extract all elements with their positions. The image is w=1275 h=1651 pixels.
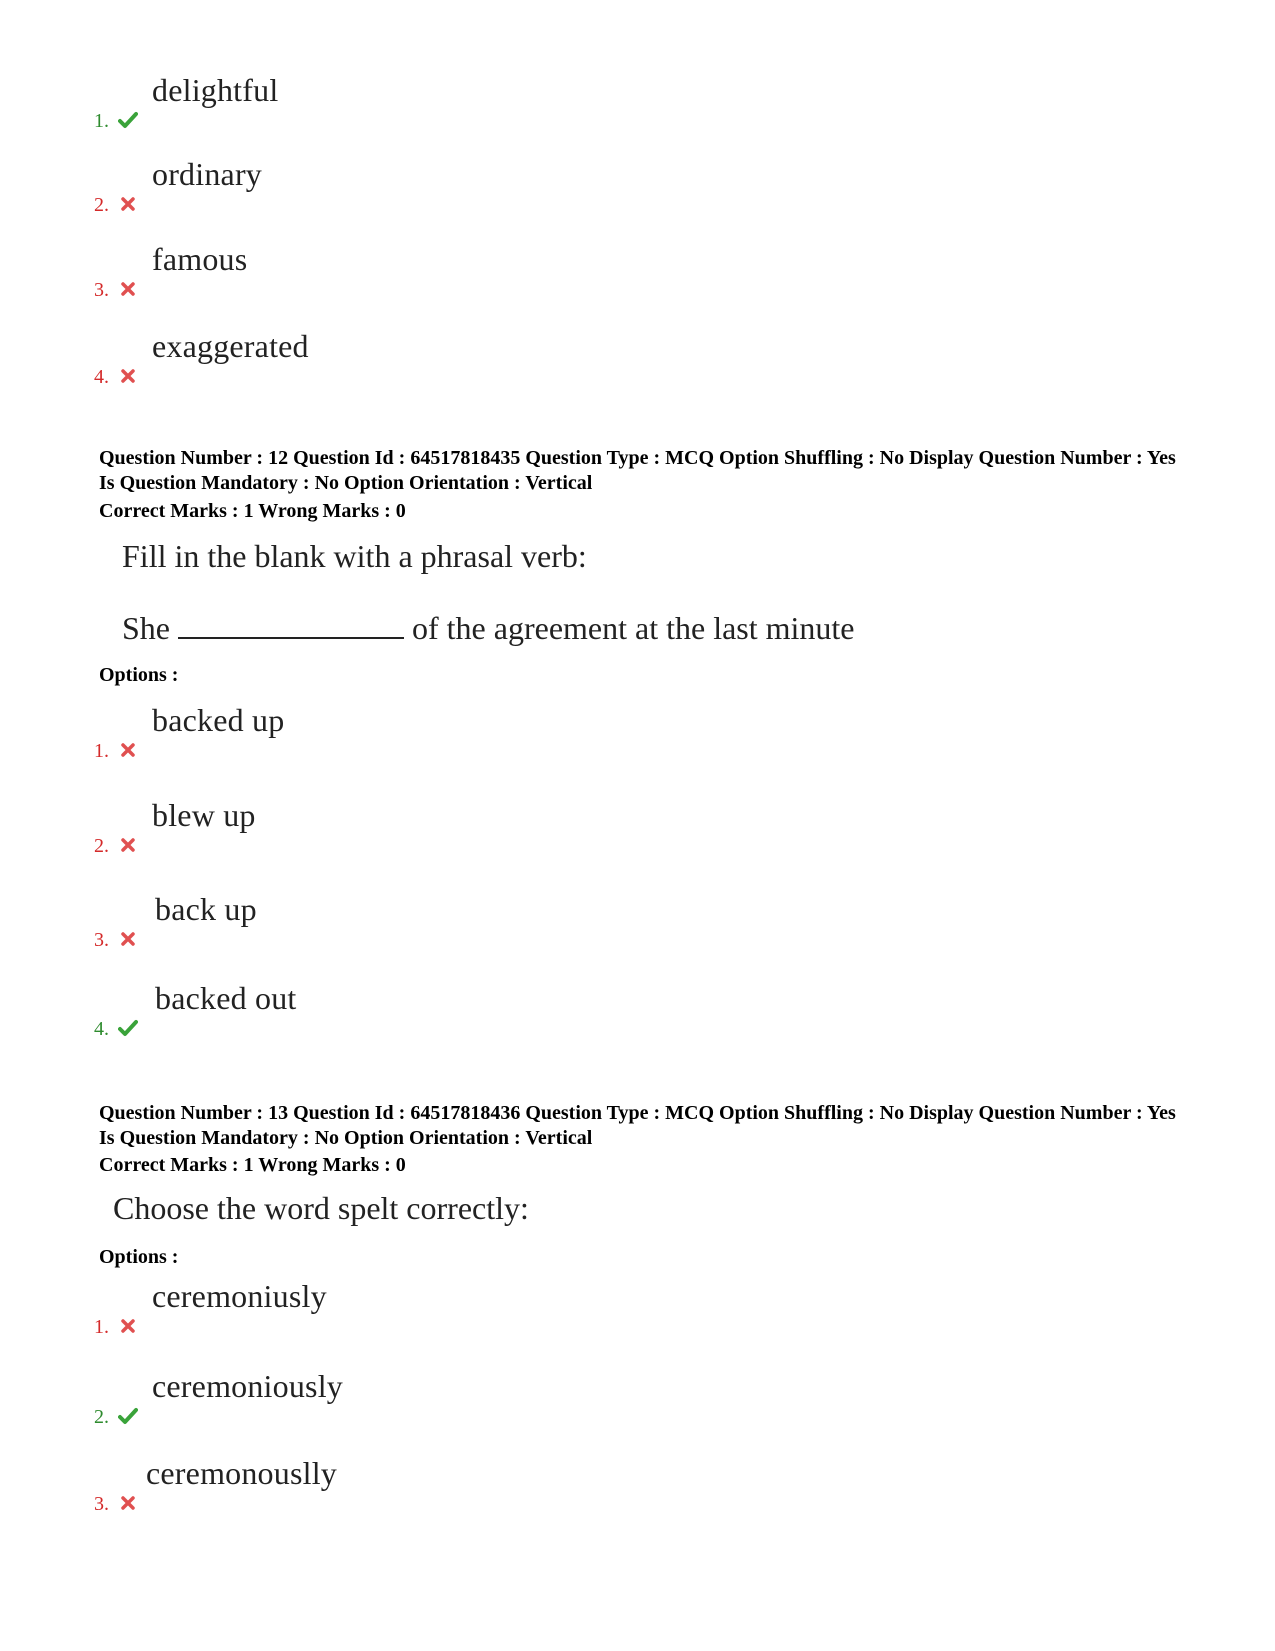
option-text: backed out bbox=[155, 980, 297, 1016]
option-number: 2. bbox=[94, 835, 109, 857]
option-text: backed up bbox=[152, 702, 285, 738]
option-text: ceremoniously bbox=[152, 1368, 343, 1404]
cross-icon bbox=[118, 740, 138, 760]
question-prompt: Choose the word spelt correctly: bbox=[113, 1190, 529, 1226]
list-item bbox=[94, 797, 694, 857]
option-text: exaggerated bbox=[152, 328, 309, 364]
question-meta: Question Number : 12 Question Id : 64517818435 Question Type : MCQ Option Shuffling : No Display Question Number : Yes Is Question Mandatory : No Option Orientation : Vertical bbox=[99, 447, 1176, 494]
list-item bbox=[94, 702, 694, 762]
option-text: ordinary bbox=[152, 156, 263, 192]
option-number: 2. bbox=[94, 194, 109, 216]
option-text: famous bbox=[152, 241, 248, 277]
cross-icon bbox=[118, 194, 138, 214]
list-item bbox=[94, 1278, 694, 1338]
option-number: 1. bbox=[94, 110, 109, 132]
cross-icon bbox=[118, 1493, 138, 1513]
marks-info: Correct Marks : 1 Wrong Marks : 0 bbox=[99, 1154, 406, 1176]
option-text: back up bbox=[155, 891, 257, 927]
option-number: 4. bbox=[94, 366, 109, 388]
list-item bbox=[94, 891, 694, 951]
option-number: 3. bbox=[94, 929, 109, 951]
option-number: 4. bbox=[94, 1018, 109, 1040]
option-text: blew up bbox=[152, 797, 256, 833]
list-item bbox=[94, 72, 694, 132]
option-number: 2. bbox=[94, 1406, 109, 1428]
options-label: Options : bbox=[99, 664, 179, 686]
list-item bbox=[94, 1455, 694, 1515]
option-number: 3. bbox=[94, 1493, 109, 1515]
question-sentence bbox=[122, 610, 855, 646]
option-number: 1. bbox=[94, 740, 109, 762]
sentence-end: of the agreement at the last minute bbox=[412, 610, 855, 646]
option-text: ceremonouslly bbox=[146, 1455, 337, 1491]
question-prompt: Fill in the blank with a phrasal verb: bbox=[122, 538, 587, 574]
cross-icon bbox=[118, 366, 138, 386]
check-icon bbox=[118, 110, 138, 130]
list-item bbox=[94, 241, 694, 301]
check-icon bbox=[118, 1406, 138, 1426]
sentence-start: She bbox=[122, 610, 170, 646]
list-item bbox=[94, 328, 694, 388]
question-meta: Question Number : 13 Question Id : 64517818436 Question Type : MCQ Option Shuffling : No Display Question Number : Yes Is Question Mandatory : No Option Orientation : Vertical bbox=[99, 1102, 1176, 1149]
check-icon bbox=[118, 1018, 138, 1038]
cross-icon bbox=[118, 279, 138, 299]
cross-icon bbox=[118, 1316, 138, 1336]
marks-info: Correct Marks : 1 Wrong Marks : 0 bbox=[99, 500, 406, 522]
list-item bbox=[94, 1368, 694, 1428]
option-text: delightful bbox=[152, 72, 279, 108]
blank-line bbox=[178, 611, 404, 639]
option-text: ceremoniusly bbox=[152, 1278, 327, 1314]
option-number: 1. bbox=[94, 1316, 109, 1338]
option-number: 3. bbox=[94, 279, 109, 301]
options-label: Options : bbox=[99, 1246, 179, 1268]
cross-icon bbox=[118, 835, 138, 855]
cross-icon bbox=[118, 929, 138, 949]
list-item bbox=[94, 980, 694, 1040]
list-item bbox=[94, 156, 694, 216]
